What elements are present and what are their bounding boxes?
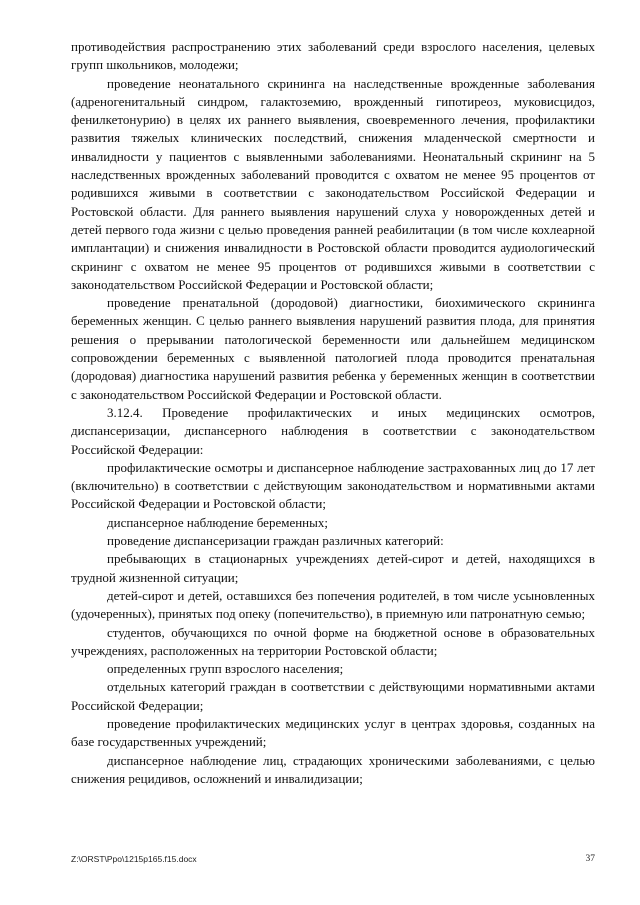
file-path: Z:\ORST\Ppo\1215p165.f15.docx [71, 854, 197, 864]
page-number: 37 [585, 854, 595, 864]
list-item: детей-сирот и детей, оставшихся без попечения родителей, в том числе усыновленных (удочеренных), принятых под опеку (попечительство), в приемную или патронатную семью; [71, 587, 595, 622]
list-item: определенных групп взрослого населения; [107, 661, 344, 677]
list-item: пребывающих в стационарных учреждениях детей-сирот и детей, находящихся в трудной жизненной ситуации; [71, 551, 595, 585]
section-heading-3-12-4: 3.12.4. Проведение профилактических и иных медицинских осмотров, диспансеризации, диспансерного наблюдения в соответствии с законодательством Российской Федерации: [71, 404, 595, 457]
list-item: отдельных категорий граждан в соответствии с действующими нормативными актами Российской Федерации; [71, 679, 595, 713]
list-item: диспансерное наблюдение лиц, страдающих хроническими заболеваниями, с целью снижения рецидивов, осложнений и инвалидизации; [71, 752, 595, 786]
list-item: диспансерное наблюдение беременных; [107, 514, 328, 530]
list-item: профилактические осмотры и диспансерное наблюдение застрахованных лиц до 17 лет (включительно) в соответствии с действующим законодательством и нормативными актами Российской Федерации и Ростовской области; [71, 459, 595, 512]
list-item: студентов, обучающихся по очной форме на бюджетной основе в образовательных учреждениях, расположенных на территории Ростовской области; [71, 624, 595, 658]
document-body [71, 38, 595, 788]
paragraph-prenatal-diagnostics: проведение пренатальной (дородовой) диагностики, биохимического скрининга беременных женщин. С целью раннего выявления нарушений развития плода, для принятия решения о прерывании патологической беременности или дальнейшем медицинском сопровождении беременных с выявленной патологией плода проводится пренатальная (дородовая) диагностика нарушений развития ребенка у беременных женщин в соответствии с законодательством Российской Федерации и Ростовской области. [71, 295, 595, 402]
paragraph-continuation: противодействия распространению этих заболеваний среди взрослого населения, целевых групп школьников, молодежи; [71, 39, 595, 73]
paragraph-neonatal-screening: проведение неонатального скрининга на наследственные врожденные заболевания (адреногенитальный синдром, галактоземию, врожденный гипотиреоз, муковисцидоз, фенилкетонурию) в целях их раннего выявления, своевременного лечения, профилактики развития тяжелых клинических последствий, снижения младенческой смертности и инвалидности у пациентов с выявленными заболеваниями. Неонатальный скрининг на 5 наследственных врожденных заболеваний проводится с охватом не менее 95 процентов от родившихся живыми в соответствии с законодательством Российской Федерации и Ростовской области. Для раннего выявления нарушений слуха у новорожденных детей и детей первого года жизни с целью проведения ранней реабилитации (в том числе кохлеарной имплантации) и снижения инвалидности в Ростовской области проводится аудиологический скрининг с охватом не менее 95 процентов от родившихся живыми в соответствии с законодательством Российской Федерации и Ростовской области; [71, 75, 595, 292]
list-item: проведение диспансеризации граждан различных категорий: [107, 533, 444, 549]
list-item: проведение профилактических медицинских услуг в центрах здоровья, созданных на базе государственных учреждений; [71, 715, 595, 750]
